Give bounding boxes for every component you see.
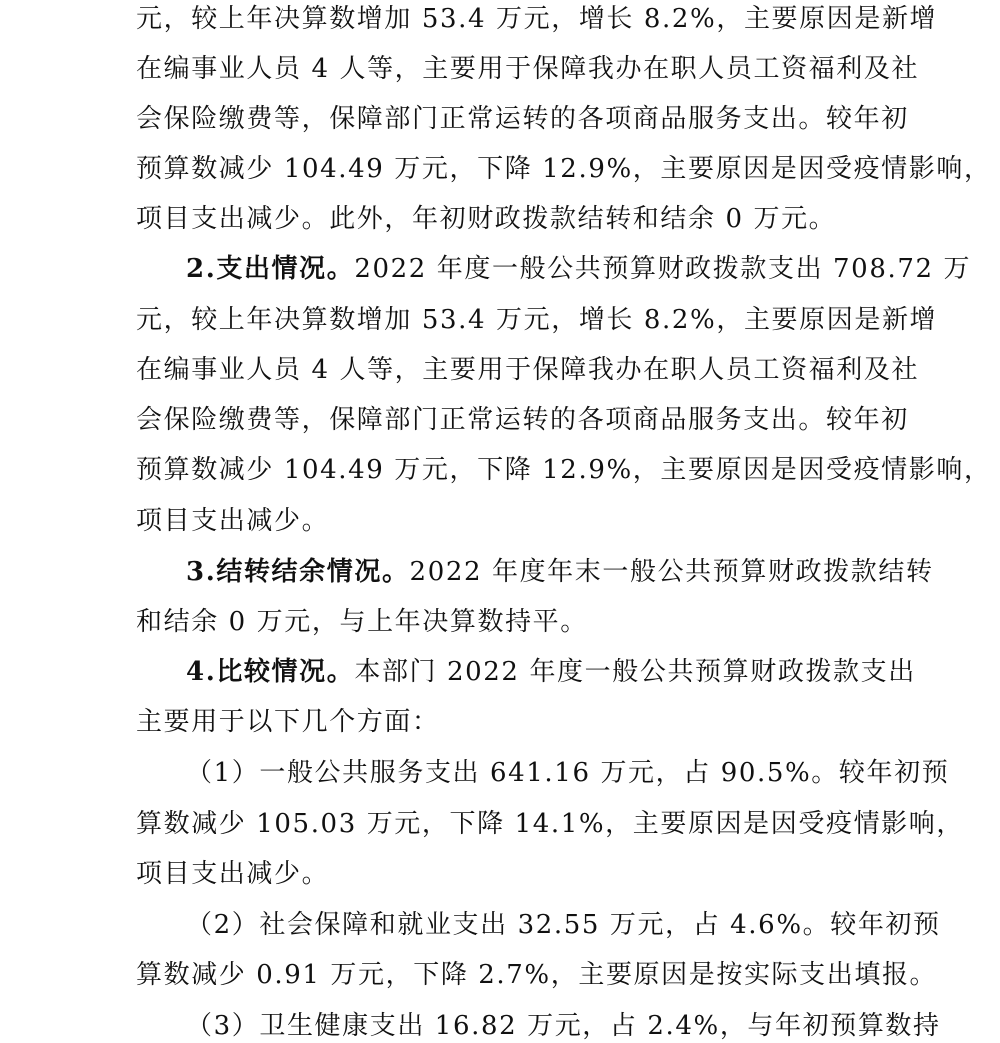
section-heading: 3.结转结余情况。 xyxy=(186,557,410,587)
paragraph-line: 算数减少 0.91 万元，下降 2.7%，主要原因是按实际支出填报。 xyxy=(136,960,938,990)
paragraph-line: 会保险缴费等，保障部门正常运转的各项商品服务支出。较年初 xyxy=(136,405,909,435)
paragraph-line: 在编事业人员 4 人等，主要用于保障我办在职人员工资福利及社 xyxy=(136,54,920,84)
paragraph-line: 项目支出减少。 xyxy=(136,859,330,889)
paragraph-line: 主要用于以下几个方面： xyxy=(136,707,440,737)
paragraph-line: 算数减少 105.03 万元，下降 14.1%，主要原因是因受疫情影响， xyxy=(136,809,964,839)
paragraph-line: 项目支出减少。 xyxy=(136,506,330,536)
section-text: 本部门 2022 年度一般公共预算财政拨款支出 xyxy=(354,657,916,687)
list-item-first-line: （1）一般公共服务支出 641.16 万元，占 90.5%。较年初预 xyxy=(186,758,950,788)
paragraph-line: 和结余 0 万元，与上年决算数持平。 xyxy=(136,607,588,637)
paragraph-line: 元，较上年决算数增加 53.4 万元，增长 8.2%，主要原因是新增 xyxy=(136,305,938,335)
paragraph-line: 在编事业人员 4 人等，主要用于保障我办在职人员工资福利及社 xyxy=(136,355,920,385)
section-first-line xyxy=(186,647,916,697)
section-first-line xyxy=(186,244,971,294)
section-first-line xyxy=(186,547,934,597)
list-item-first-line: （3）卫生健康支出 16.82 万元，占 2.4%，与年初预算数持 xyxy=(186,1011,941,1041)
paragraph-line: 会保险缴费等，保障部门正常运转的各项商品服务支出。较年初 xyxy=(136,104,909,134)
paragraph-line: 预算数减少 104.49 万元，下降 12.9%，主要原因是因受疫情影响， xyxy=(136,455,992,485)
paragraph-line: 项目支出减少。此外，年初财政拨款结转和结余 0 万元。 xyxy=(136,204,837,234)
section-text: 2022 年度年末一般公共预算财政拨款结转 xyxy=(409,557,934,587)
paragraph-line: 元，较上年决算数增加 53.4 万元，增长 8.2%，主要原因是新增 xyxy=(136,4,938,34)
paragraph-line: 预算数减少 104.49 万元，下降 12.9%，主要原因是因受疫情影响， xyxy=(136,154,992,184)
section-text: 2022 年度一般公共预算财政拨款支出 708.72 万 xyxy=(354,254,972,284)
section-heading: 4.比较情况。 xyxy=(186,657,355,687)
section-heading: 2.支出情况。 xyxy=(186,254,355,284)
list-item-first-line: （2）社会保障和就业支出 32.55 万元，占 4.6%。较年初预 xyxy=(186,910,941,940)
